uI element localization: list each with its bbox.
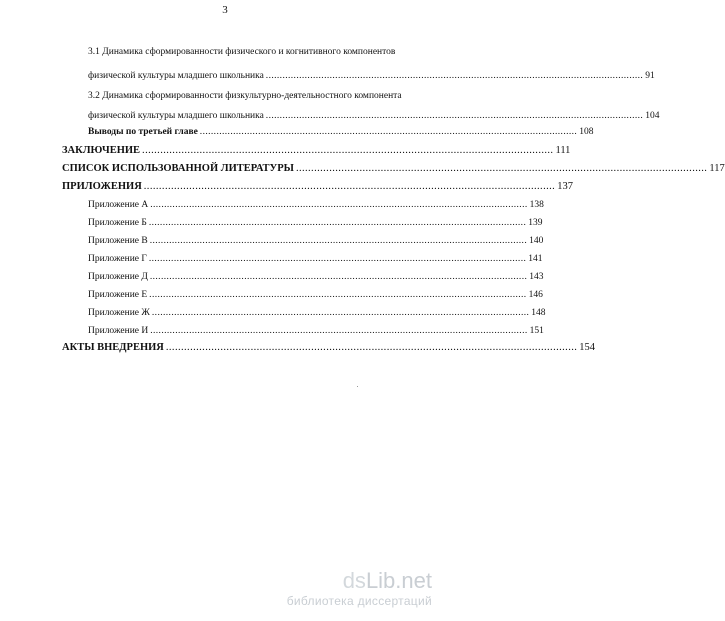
toc-entry-label: Приложение Ж	[88, 308, 150, 318]
watermark-subtitle: библиотека диссертаций	[286, 594, 432, 608]
toc-entry-appendix[interactable]	[88, 217, 543, 229]
leader-dots: ........................................................................................................................................	[265, 71, 644, 81]
toc-entry-label: Приложение Д	[88, 272, 148, 282]
toc-entry-appendix[interactable]	[88, 325, 544, 337]
toc-page-number: 151	[529, 326, 544, 336]
toc-entry-label: Приложение И	[88, 326, 149, 336]
toc-entry-label: ЗАКЛЮЧЕНИЕ	[62, 145, 141, 156]
toc-entry-3-1-line1: 3.1 Динамика сформированности физического и когнитивного компонентов	[88, 47, 396, 57]
toc-entry-label: АКТЫ ВНЕДРЕНИЯ	[62, 342, 164, 353]
toc-page-number: 148	[531, 308, 546, 318]
toc-page-number: 117	[709, 163, 725, 174]
toc-page-number: 143	[529, 272, 544, 282]
toc-entry-label: Приложение Б	[88, 218, 147, 228]
leader-dots: ........................................................................................................................................	[149, 290, 527, 300]
toc-entry-appendices[interactable]	[62, 181, 573, 193]
toc-page-number: 138	[529, 200, 544, 210]
toc-entry-label: СПИСОК ИСПОЛЬЗОВАННОЙ ЛИТЕРАТУРЫ	[62, 163, 294, 174]
toc-page-number: 108	[579, 127, 594, 137]
toc-entry-3-2-line1: 3.2 Динамика сформированности физкультурно-деятельностного компонента	[88, 91, 402, 101]
toc-entry-label: Приложение В	[88, 236, 148, 246]
leader-dots: ........................................................................................................................................	[150, 200, 528, 210]
page-number: 3	[222, 4, 228, 16]
watermark	[287, 570, 432, 608]
leader-dots: ........................................................................................................................................	[143, 181, 556, 192]
watermark-logo: dsLib.net	[342, 568, 432, 593]
leader-dots: ........................................................................................................................................	[295, 163, 708, 174]
toc-entry-references[interactable]	[62, 163, 725, 175]
leader-dots: ........................................................................................................................................	[150, 326, 528, 336]
toc-entry-label: Выводы по третьей главе	[88, 127, 198, 137]
toc-entry-label: Приложение А	[88, 200, 149, 210]
leader-dots: ........................................................................................................................................	[148, 254, 527, 264]
toc-entry-conclusions-ch3[interactable]	[88, 126, 594, 138]
leader-dots: ........................................................................................................................................	[142, 145, 554, 156]
toc-entry-3-2[interactable]	[88, 110, 660, 122]
toc-entry-label: Приложение Г	[88, 254, 147, 264]
toc-page-number: 104	[645, 111, 660, 121]
toc-entry-appendix[interactable]	[88, 271, 544, 283]
toc-entry-appendix[interactable]	[88, 253, 543, 265]
toc-entry-label: ПРИЛОЖЕНИЯ	[62, 181, 142, 192]
leader-dots: ........................................................................................................................................	[165, 342, 578, 353]
leader-dots: ........................................................................................................................................	[265, 111, 644, 121]
toc-entry-appendix[interactable]	[88, 199, 544, 211]
toc-page-number: 139	[528, 218, 543, 228]
leader-dots: ........................................................................................................................................	[148, 218, 527, 228]
toc-page-number: 91	[645, 71, 655, 81]
toc-entry-appendix[interactable]	[88, 307, 546, 319]
leader-dots: ........................................................................................................................................	[149, 272, 528, 282]
toc-page-number: 137	[557, 181, 573, 192]
toc-page-number: 146	[528, 290, 543, 300]
toc-page-number: 140	[529, 236, 544, 246]
toc-entry-label: физической культуры младшего школьника	[88, 111, 264, 121]
toc-entry-appendix[interactable]	[88, 289, 543, 301]
toc-entry-appendix[interactable]	[88, 235, 544, 247]
leader-dots: ........................................................................................................................................	[151, 308, 530, 318]
leader-dots: ........................................................................................................................................	[149, 236, 528, 246]
toc-page-number: 141	[528, 254, 543, 264]
toc-entry-acts[interactable]	[62, 342, 596, 354]
toc-entry-conclusion[interactable]	[62, 145, 571, 157]
toc-page-number: 111	[555, 145, 571, 156]
toc-entry-3-1[interactable]	[88, 70, 655, 82]
toc-page-number: 154	[579, 342, 596, 353]
leader-dots: ........................................................................................................................................	[199, 127, 578, 137]
scan-speck	[357, 386, 358, 387]
toc-entry-label: физической культуры младшего школьника	[88, 71, 264, 81]
toc-entry-label: Приложение Е	[88, 290, 148, 300]
